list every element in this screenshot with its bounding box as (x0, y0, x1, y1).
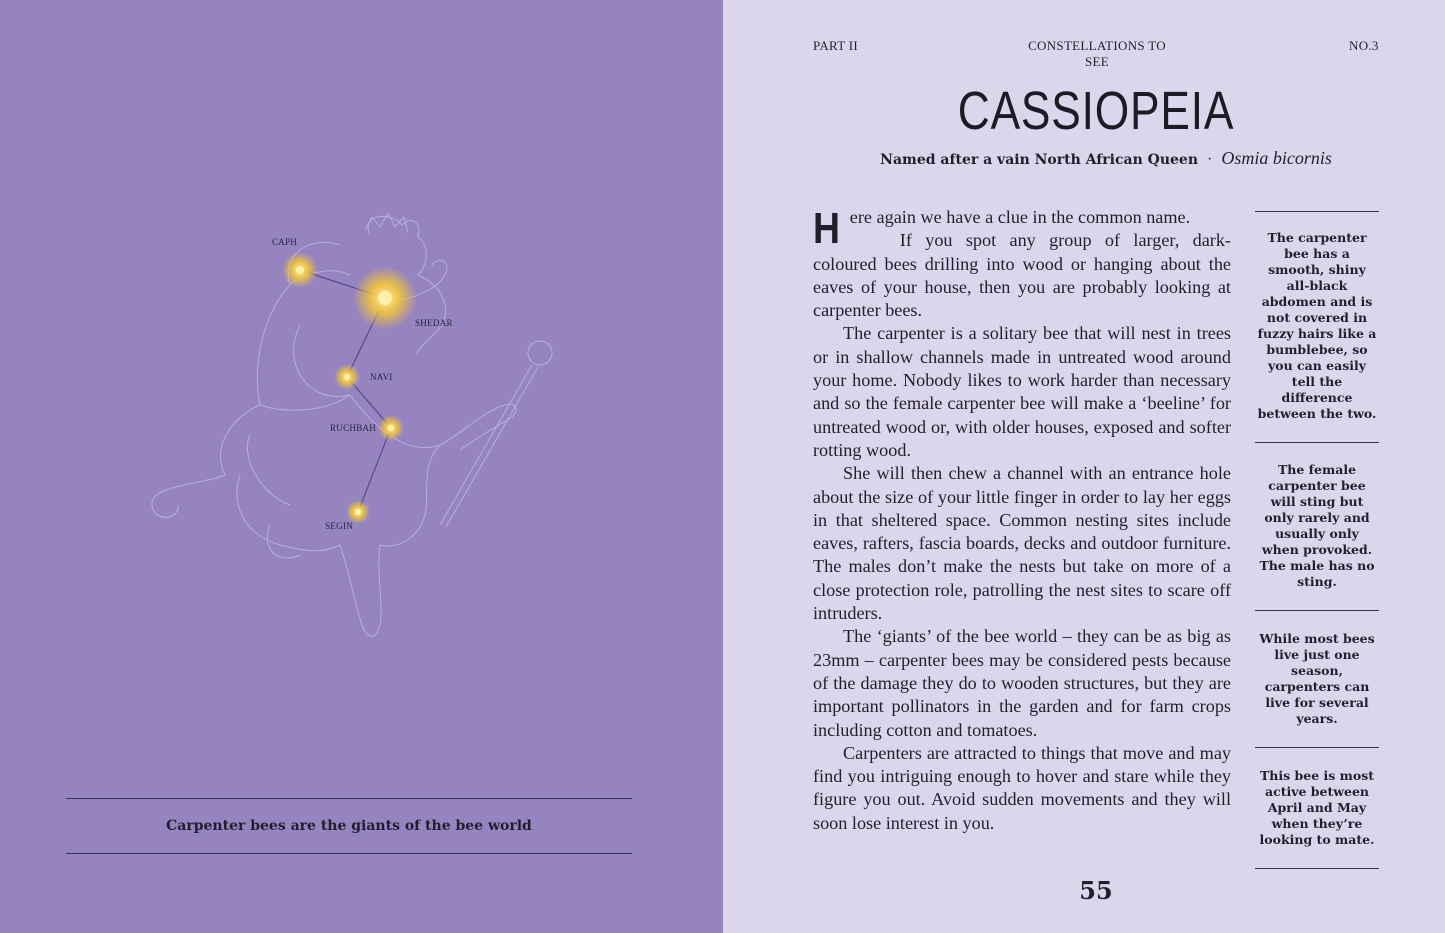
star-label-shedar: SHEDAR (415, 318, 453, 328)
navi-star-icon (334, 364, 360, 390)
subtitle-separator: · (1207, 151, 1213, 168)
sidenotes-column (1255, 211, 1379, 869)
shedar-star-icon (353, 266, 417, 330)
body-paragraph: Here again we have a clue in the common name. If you spot any group of larger, dark-coloured bees drilling into wood or hanging about the eaves of your house, then you are probably looking at carpenter bees. (813, 204, 1231, 321)
subtitle (813, 148, 1399, 169)
star-label-navi: NAVI (370, 372, 393, 382)
caption-bottom-rule (66, 853, 632, 854)
sidenote: This bee is most active between April and May when they’re looking to mate. (1259, 768, 1375, 847)
star-label-caph: CAPH (272, 237, 298, 247)
right-page (723, 0, 1445, 933)
illustration-caption: Carpenter bees are the giants of the bee world (166, 818, 532, 834)
sidenote: The female carpenter bee will sting but only rarely and usually only when provoked. The male has no sting. (1259, 462, 1375, 589)
sidenote-rule (1255, 868, 1379, 869)
drop-cap: H (813, 204, 841, 253)
caph-star-icon (282, 252, 318, 288)
header-number: NO.3 (1349, 38, 1379, 53)
body-paragraph: The ‘giants’ of the bee world – they can be as big as 23mm – carpenter bees may be considered pests because of the damage they do to wooden structures, but they are important pollinators in the garden and for farm crops including cotton and tomatoes. (813, 626, 1231, 740)
body-paragraph: She will then chew a channel with an entrance hole about the size of your little finger in order to lay her eggs in that sheltered space. Common nesting sites include eaves, rafters, fascia boards, decks and outdoor furniture. The males don’t make the nests but take on more of a close protection role, patrolling the nest sites to scare off intruders. (813, 463, 1231, 624)
header-part: PART II (813, 38, 859, 53)
page-number: 55 (1079, 876, 1113, 905)
body-paragraph: Carpenters are attracted to things that move and may find you intriguing enough to hover and stare while they figure you out. Avoid sudden movements and they will soon lose interest in you. (813, 742, 1231, 833)
star-label-segin: SEGIN (325, 521, 353, 531)
header-section: CONSTELLATIONS TO SEE (1028, 38, 1166, 69)
star-label-ruchbah: RUCHBAH (330, 423, 377, 433)
sidenote: While most bees live just one season, carpenters can live for several years. (1259, 631, 1375, 726)
ruchbah-star-icon (378, 415, 404, 441)
page-title: CASSIOPEIA (957, 81, 1235, 141)
subtitle-common-name: Named after a vain North African Queen (880, 152, 1199, 168)
body-paragraph: The carpenter is a solitary bee that will nest in trees or in shallow channels made in untreated wood around your home. Nobody likes to work harder than necessary and so the female carpenter bee will make a ‘beeline’ for untreated wood or, with older houses, exposed and softer rotting wood. (813, 323, 1231, 460)
sidenote: The carpenter bee has a smooth, shiny all-black abdomen and is not covered in fuzzy hairs like a bumblebee, so you can easily tell the difference between the two. (1257, 230, 1377, 421)
subtitle-latin-name: Osmia bicornis (1221, 148, 1332, 168)
cassiopeia-constellation-illustration (140, 205, 570, 650)
body-text (813, 206, 1231, 835)
